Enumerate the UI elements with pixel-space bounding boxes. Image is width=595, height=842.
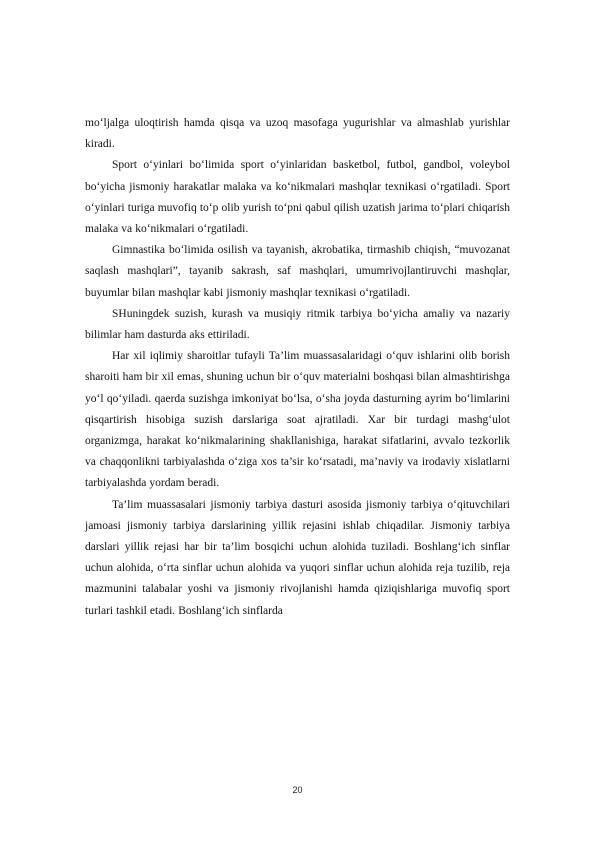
paragraph-climate-conditions: Har xil iqlimiy sharoitlar tufayli Ta’lim muassasalaridagi o‘quv ishlarini olib borish sharoiti ham bir xil emas, shuning uchun bir o‘quv materialni boshqasi bilan almashtirishga yo‘l qo‘yiladi. qaerda suzishga imkoniyat bo‘lsa, o‘sha joyda dasturning ayrim bo‘limlarini qisqartirish hisobiga suzish darslariga soat ajratiladi. Xar bir turdagi mashg‘ulot organizmga, harakat ko‘nikmalarining shakllanishiga, harakat sifatlarini, avvalo tezkorlik va chaqqonlikni tarbiyalashda o‘ziga xos ta’sir ko‘rsatadi, ma’naviy va irodaviy xislatlarni tarbiyalashda yordam beradi. (85, 350, 510, 490)
page-body (85, 113, 510, 622)
paragraph-swimming: SHuningdek suzish, kurash va musiqiy ritmik tarbiya bo‘yicha amaliy va nazariy bilimlar ham dasturda aks ettiriladi. (85, 307, 510, 342)
paragraph-continuation: mo‘ljalga uloqtirish hamda qisqa va uzoq masofaga yugurishlar va almashlab yurishlar kiradi. (85, 117, 510, 151)
page-number: 20 (292, 785, 303, 795)
paragraph-annual-plan: Ta’lim muassasalari jismoniy tarbiya dasturi asosida jismoniy tarbiya o‘qituvchilari jamoasi jismoniy tarbiya darslarining yillik rejasini ishlab chiqadilar. Jismoniy tarbiya darslari yillik rejasi har bir ta’lim bosqichi uchun alohida tuziladi. Boshlang‘ich sinflar uchun alohida, o‘rta sinflar uchun alohida va yuqori sinflar uchun alohida reja tuzilib, reja mazmunini talabalar yoshi va jismoniy rivojlanishi hamda qiziqishlariga muvofiq sport turlari tashkil etadi. Boshlang‘ich sinflarda (85, 498, 510, 617)
paragraph-gymnastics: Gimnastika bo‘limida osilish va tayanish, akrobatika, tirmashib chiqish, “muvozanat saqlash mashqlari”, tayanib sakrash, saf mashqlari, umumrivojlantiruvchi mashqlar, buyumlar bilan mashqlar kabi jismoniy mashqlar texnikasi o‘rgatiladi. (85, 244, 510, 299)
paragraph-sport-games: Sport o‘yinlari bo‘limida sport o‘yinlaridan basketbol, futbol, gandbol, voleybol bo‘yicha jismoniy harakatlar malaka va ko‘nikmalari mashqlar texnikasi o‘rgatiladi. Sport o‘yinlari turiga muvofiq to‘p olib yurish to‘pni qabul qilish uzatish jarima to‘plari chiqarish malaka va ko‘nikmalari o‘rgatiladi. (85, 159, 510, 236)
